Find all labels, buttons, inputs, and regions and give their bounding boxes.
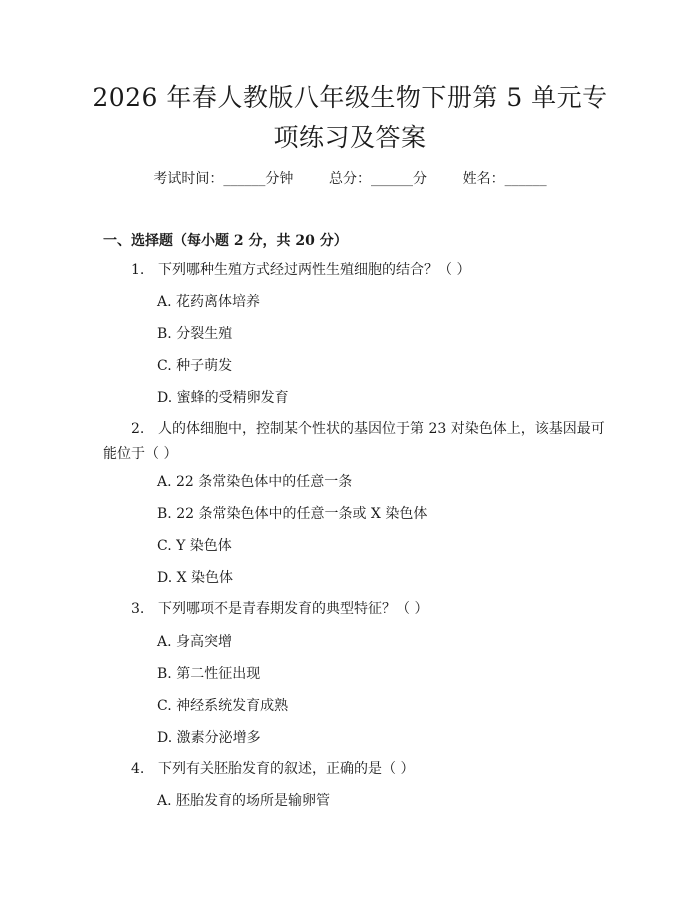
question-number: 2. [131, 421, 145, 437]
time-blank: ______ [223, 171, 266, 187]
question-2-option-b: B. 22 条常染色体中的任意一条或 X 染色体 [157, 506, 428, 522]
question-3-option-c: C. 神经系统发育成熟 [157, 698, 289, 714]
document-title [60, 78, 640, 158]
question-2-option-d: D. X 染色体 [157, 570, 234, 586]
time-label: 考试时间： [153, 171, 224, 187]
question-number: 1. [131, 262, 145, 278]
question-text-line-2: 能位于（ ） [103, 446, 178, 462]
question-text: 人的体细胞中，控制某个性状的基因位于第 23 对染色体上，该基因最可 [158, 421, 605, 437]
score-blank: ______ [371, 171, 413, 187]
question-text: 下列有关胚胎发育的叙述，正确的是（ ） [158, 761, 415, 777]
name-label: 姓名： [462, 171, 505, 187]
exam-info-row [0, 168, 700, 188]
question-2-option-a: A. 22 条常染色体中的任意一条 [157, 474, 353, 490]
name-blank: ______ [504, 171, 547, 187]
question-3 [131, 598, 428, 620]
question-1-option-a: A. 花药离体培养 [157, 294, 261, 310]
question-4-option-a: A. 胚胎发育的场所是输卵管 [157, 793, 331, 809]
question-text-line-1 [103, 418, 603, 440]
score-unit: 分 [413, 171, 427, 187]
title-line-2: 项练习及答案 [273, 123, 427, 152]
question-number: 4. [131, 761, 145, 777]
question-1-option-c: C. 种子萌发 [157, 358, 233, 374]
question-3-option-d: D. 激素分泌增多 [157, 730, 261, 746]
time-unit: 分钟 [265, 171, 294, 187]
question-text: 下列哪项不是青春期发育的典型特征？（ ） [158, 601, 429, 617]
question-4 [131, 758, 414, 780]
question-text: 下列哪种生殖方式经过两性生殖细胞的结合？（ ） [158, 262, 471, 278]
question-1-option-d: D. 蜜蜂的受精卵发育 [157, 390, 289, 406]
question-number: 3. [131, 601, 145, 617]
question-3-option-b: B. 第二性征出现 [157, 666, 261, 682]
question-1 [131, 259, 470, 281]
question-2-option-c: C. Y 染色体 [157, 538, 232, 554]
question-2 [103, 418, 603, 465]
section-title: 一、选择题（每小题 2 分，共 20 分） [103, 233, 348, 249]
title-line-1: 2026 年春人教版八年级生物下册第 5 单元专 [92, 83, 608, 112]
question-1-option-b: B. 分裂生殖 [157, 326, 233, 342]
score-label: 总分： [329, 171, 371, 187]
question-3-option-a: A. 身高突增 [157, 634, 233, 650]
